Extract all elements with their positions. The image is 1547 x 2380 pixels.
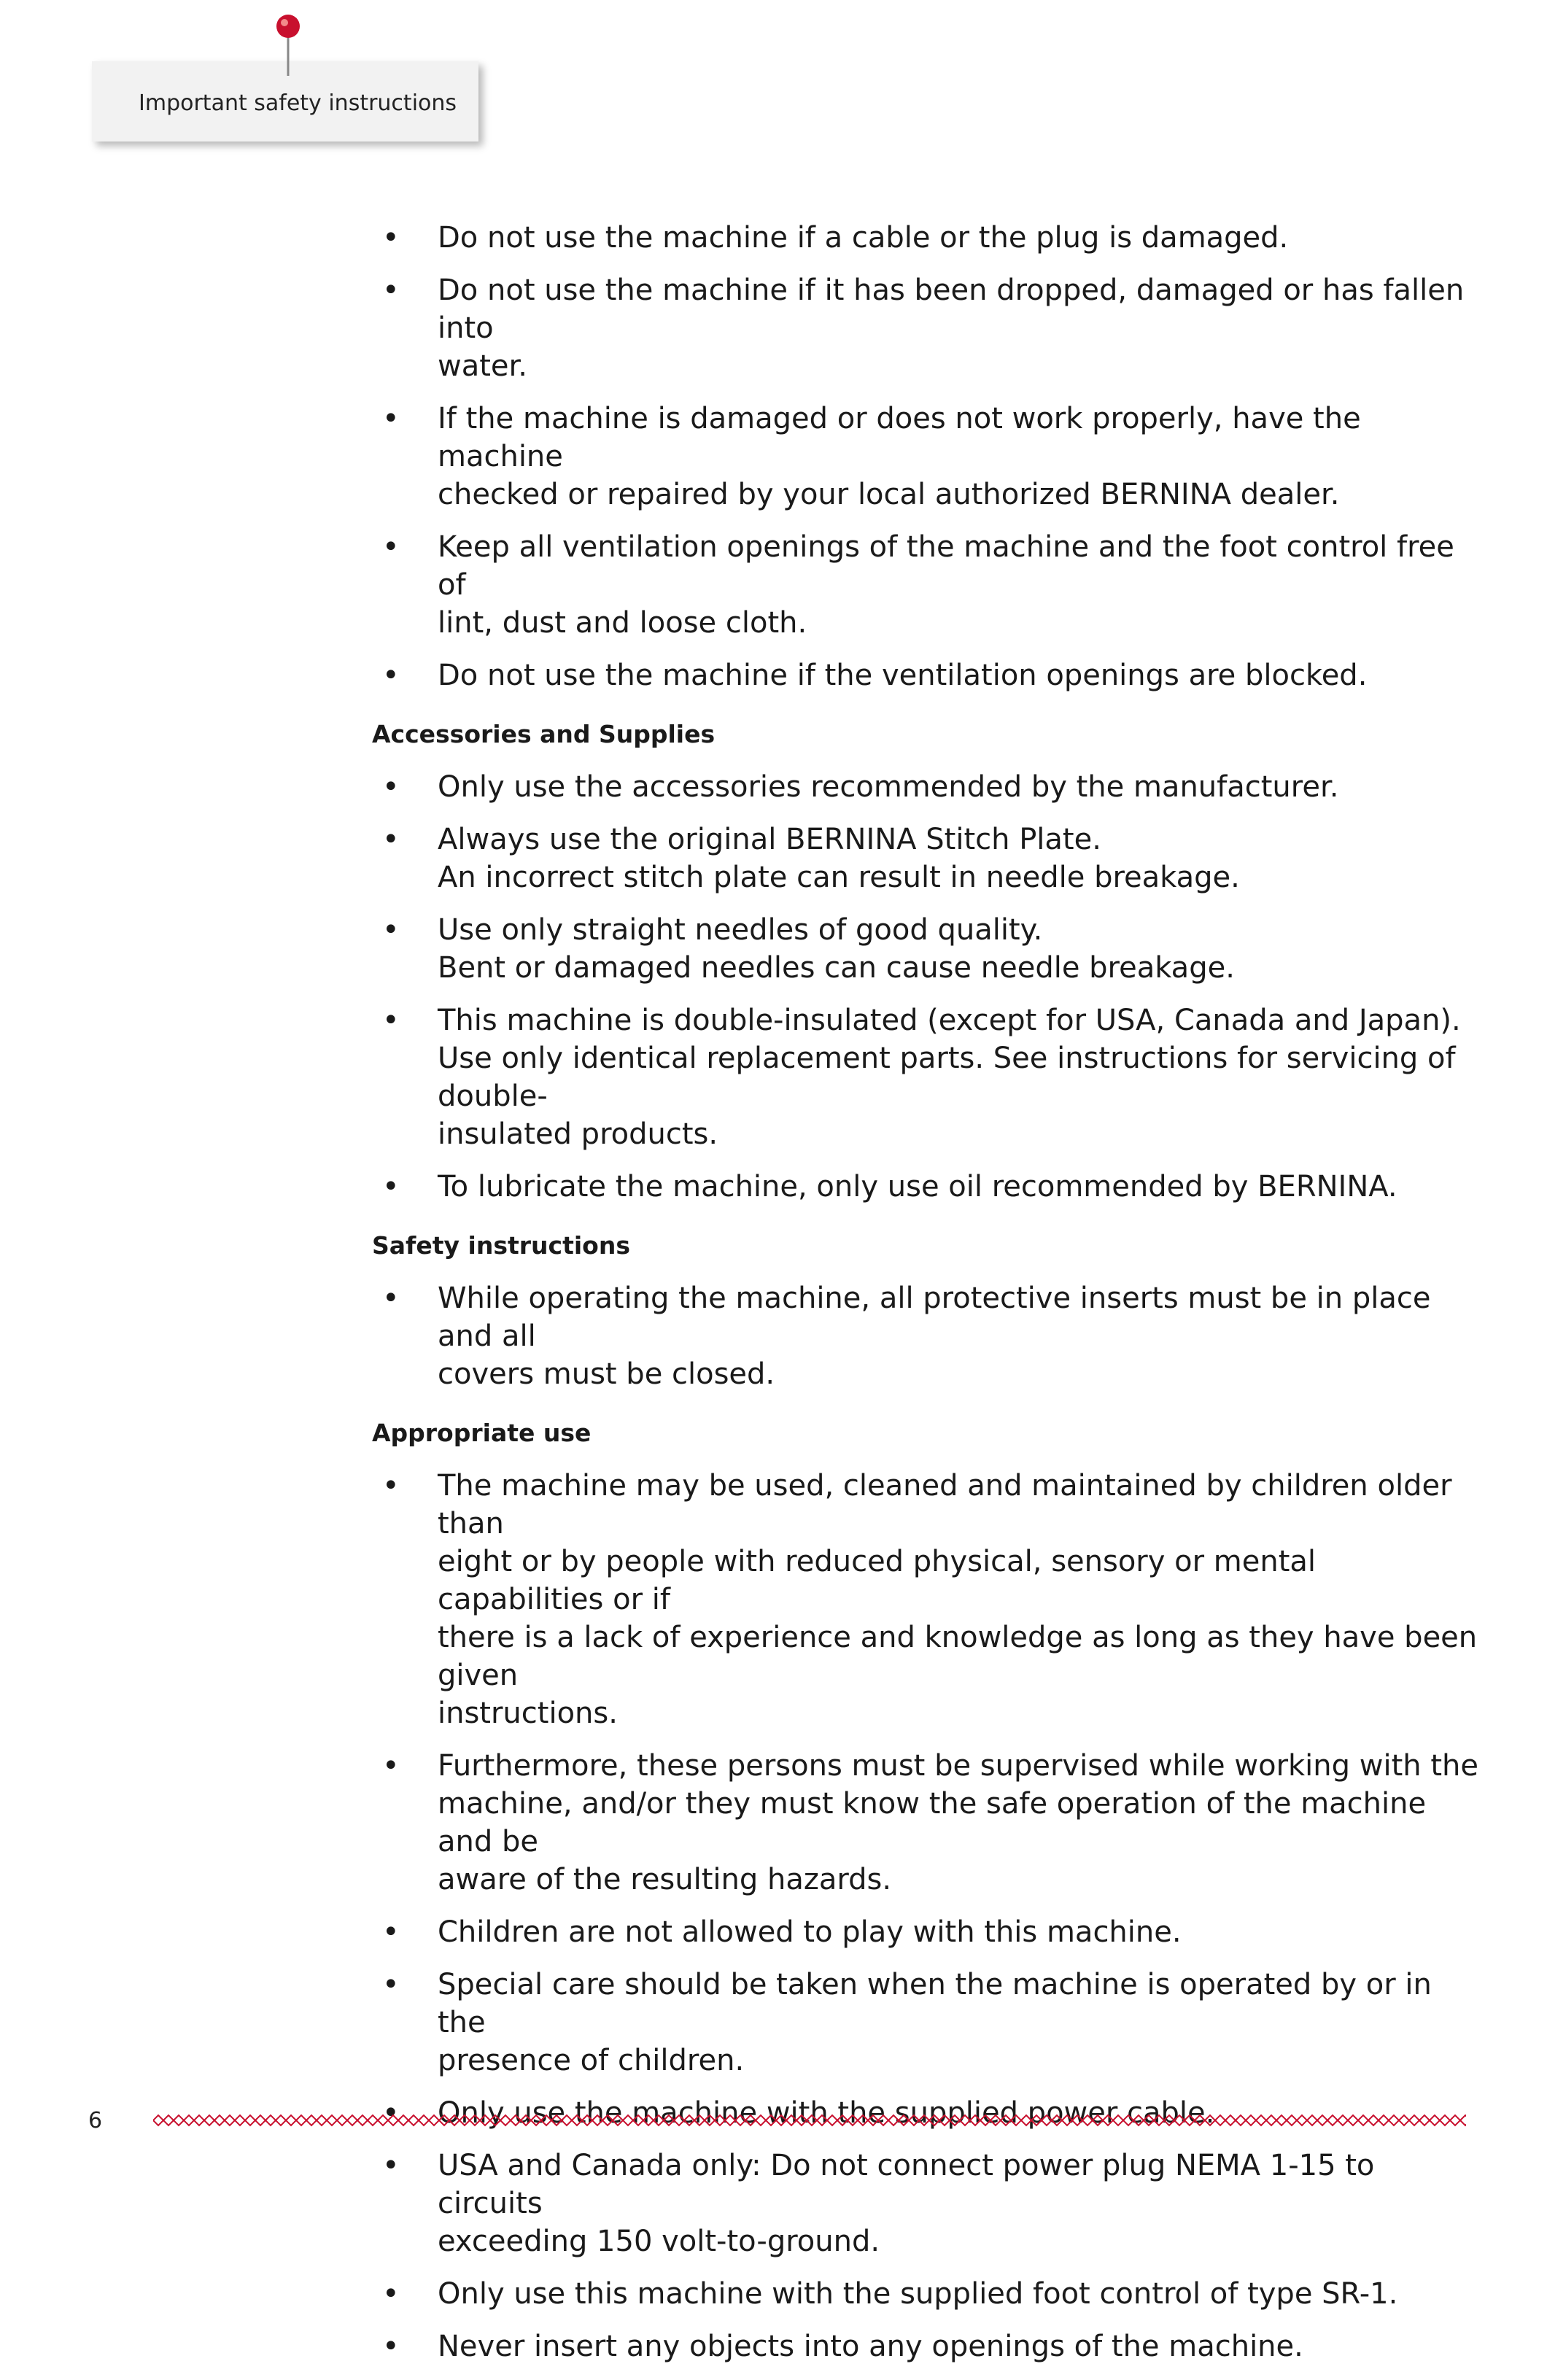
list-item [372,911,1481,987]
bullet-icon: • [382,274,400,307]
text-line: aware of the resulting hazards. [438,1862,892,1896]
list-item-text [438,768,1481,806]
intro-list [372,219,1481,694]
text-line: If the machine is damaged or does not work properly, have the machine [438,402,1361,473]
list-item [372,768,1481,806]
text-line: Only use the machine with the supplied power cable. [438,2096,1215,2130]
text-line: eight or by people with reduced physical, sensory or mental capabilities or if [438,1544,1317,1616]
text-line: there is a lack of experience and knowledge as long as they have been given [438,1620,1478,1692]
bullet-icon: • [382,221,400,255]
list-item-text [438,656,1481,694]
text-line: Keep all ventilation openings of the machine and the foot control free of [438,530,1454,602]
bullet-icon: • [382,659,400,692]
bullet-icon: • [382,1281,400,1315]
list-item-text [438,1279,1481,1393]
text-line: checked or repaired by your local authorized BERNINA dealer. [438,478,1340,511]
text-line: This machine is double-insulated (except for USA, Canada and Japan). [438,1003,1461,1037]
list-item [372,2275,1481,2313]
bullet-icon: • [382,2096,400,2130]
text-line: Use only identical replacement parts. See instructions for servicing of double- [438,1041,1456,1113]
text-line: covers must be closed. [438,1357,775,1391]
section-list [372,1279,1481,1393]
list-item [372,528,1481,642]
text-line: Special care should be taken when the machine is operated by or in the [438,1967,1432,2039]
text-line: lint, dust and loose cloth. [438,606,807,640]
page-number: 6 [88,2108,103,2133]
bullet-icon: • [382,530,400,564]
text-line: While operating the machine, all protective inserts must be in place and all [438,1281,1431,1353]
list-item [372,2327,1481,2365]
list-item [372,400,1481,513]
text-line: Only use this machine with the supplied foot control of type SR-1. [438,2276,1398,2311]
pushpin-icon [263,6,314,79]
list-item [372,821,1481,896]
list-item-text [438,1168,1481,1206]
bullet-icon: • [382,2329,400,2363]
text-line: Always use the original BERNINA Stitch Plate. [438,822,1101,856]
text-line: Do not use the machine if it has been dropped, damaged or has fallen into [438,274,1465,345]
section-heading: Accessories and Supplies [372,720,716,748]
text-line: instructions. [438,1696,618,1730]
bullet-icon: • [382,402,400,435]
list-item [372,1168,1481,1206]
list-item-text [438,821,1481,896]
list-item [372,656,1481,694]
section-list [372,1467,1481,2365]
list-item [372,1279,1481,1393]
list-item-text [438,219,1481,257]
bullet-icon: • [382,1915,400,1949]
text-line: Only use the accessories recommended by the manufacturer. [438,770,1339,804]
list-item-text [438,528,1481,642]
text-line: Do not use the machine if a cable or the plug is damaged. [438,221,1289,255]
bullet-icon: • [382,1967,400,2001]
text-line: machine, and/or they must know the safe operation of the machine and be [438,1786,1427,1858]
section-list [372,768,1481,1206]
list-item [372,219,1481,257]
list-item-text [438,1001,1481,1153]
text-line: Furthermore, these persons must be supervised while working with the [438,1748,1478,1783]
list-item-text [438,2327,1481,2365]
text-line: water. [438,349,528,383]
list-item [372,2147,1481,2260]
bullet-icon: • [382,2148,400,2182]
text-line: presence of children. [438,2043,745,2077]
text-line: Children are not allowed to play with this machine. [438,1915,1182,1949]
list-item-text [438,1747,1481,1899]
list-item-text [438,1913,1481,1951]
bullet-icon: • [382,1468,400,1503]
list-item-text [438,271,1481,385]
text-line: Do not use the machine if the ventilation openings are blocked. [438,659,1368,692]
main-content [372,219,1481,2380]
list-item [372,1467,1481,1732]
bullet-icon: • [382,2276,400,2311]
bullet-icon: • [382,912,400,947]
text-line: USA and Canada only: Do not connect power plug NEMA 1-15 to circuits [438,2148,1375,2220]
list-item-text [438,1467,1481,1732]
bullet-icon: • [382,1169,400,1203]
header-title: Important safety instructions [139,90,457,116]
text-line: An incorrect stitch plate can result in needle breakage. [438,860,1240,894]
bullet-icon: • [382,822,400,856]
list-item-text [438,2147,1481,2260]
text-line: The machine may be used, cleaned and maintained by children older than [438,1468,1452,1540]
text-line: Bent or damaged needles can cause needle breakage. [438,950,1235,985]
list-item [372,1913,1481,1951]
list-item-text [438,2275,1481,2313]
list-item-text [438,911,1481,987]
section-heading: Appropriate use [372,1418,592,1447]
text-line: To lubricate the machine, only use oil recommended by BERNINA. [438,1169,1397,1203]
list-item [372,1747,1481,1899]
section-heading: Safety instructions [372,1230,630,1260]
text-line: exceeding 150 volt-to-ground. [438,2224,880,2258]
list-item-text [438,1966,1481,2079]
text-line: Use only straight needles of good quality. [438,912,1043,947]
list-item [372,1966,1481,2079]
text-line: insulated products. [438,1117,718,1151]
text-line: Never insert any objects into any openings of the machine. [438,2329,1303,2363]
bullet-icon: • [382,1748,400,1783]
bullet-icon: • [382,1003,400,1037]
list-item-text [438,400,1481,513]
list-item [372,271,1481,385]
bullet-icon: • [382,770,400,804]
list-item [372,1001,1481,1153]
decorative-border [153,2113,1466,2128]
